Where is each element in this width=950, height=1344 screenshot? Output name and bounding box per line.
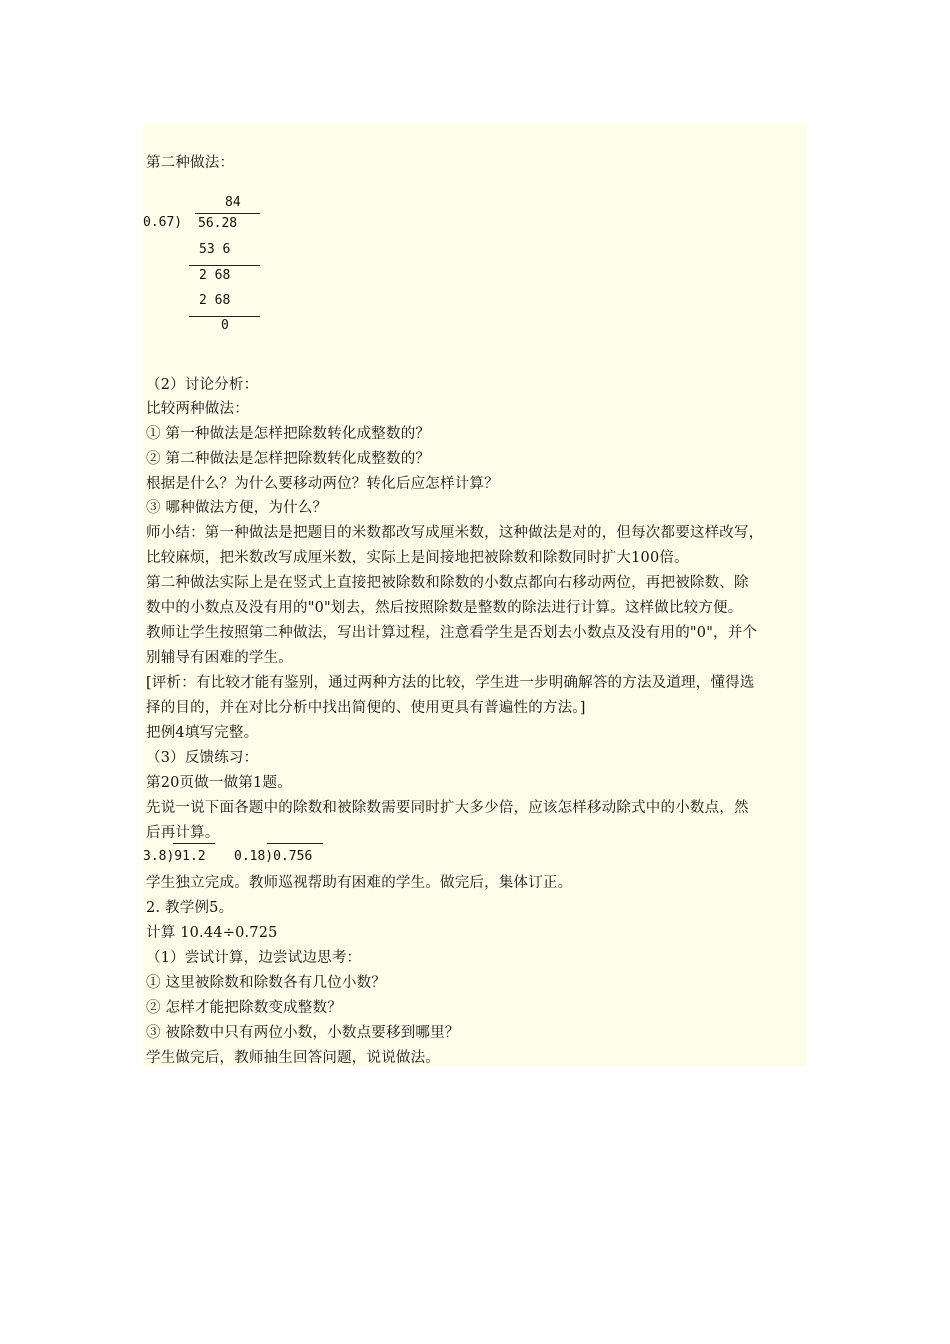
text-line: ① 第一种做法是怎样把除数转化成整数的？ [146,426,431,442]
text-line: 后再计算。 [146,825,220,841]
division-bar [195,213,260,214]
text-line: 学生独立完成。教师巡视帮助有困难的学生。做完后，集体订正。 [146,875,573,891]
text-line: 比较麻烦，把米数改写成厘米数，实际上是间接地把被除数和除数同时扩大100倍。 [146,550,689,566]
division-dividend: 56.28 [198,216,238,231]
exercise-1-bar [173,843,215,844]
text-line: （2）讨论分析： [146,377,259,393]
text-line: ② 怎样才能把除数变成整数？ [146,1000,342,1016]
exercise-2-bar [267,843,323,844]
division-divisor: 0.67) [143,215,183,230]
text-line: 第20页做一做第1题。 [146,775,292,791]
text-line: [评析：有比较才能有鉴别，通过两种方法的比较，学生进一步明确解答的方法及道理，懂得选 [146,675,755,691]
text-line: ③ 哪种做法方便，为什么？ [146,500,328,516]
text-line: 别辅导有困难的学生。 [146,650,293,666]
division-quotient: 84 [225,195,241,210]
text-line: ③ 被除数中只有两位小数，小数点要移到哪里？ [146,1025,460,1041]
text-line: 学生做完后，教师抽生回答问题，说说做法。 [146,1050,440,1066]
exercise-2: 0.18)0.756 [234,849,313,864]
text-line: 先说一说下面各题中的除数和被除数需要同时扩大多少倍，应该怎样移动除式中的小数点，然 [146,800,749,816]
text-line: 师小结：第一种做法是把题目的米数都改写成厘米数，这种做法是对的，但每次都要这样改写， [146,525,764,541]
exercise-1: 3.8)91.2 [143,849,206,864]
division-remainder-2: 0 [221,318,229,333]
text-line: （1）尝试计算，边尝试边思考： [146,950,362,966]
division-step-2: 2 68 [199,293,231,308]
text-line: 比较两种做法： [146,401,249,417]
text-line: 根据是什么？为什么要移动两位？转化后应怎样计算？ [146,476,499,492]
division-remainder-1: 2 68 [199,268,231,283]
text-line: ① 这里被除数和除数各有几位小数？ [146,975,387,991]
text-line: 2. 教学例5。 [146,900,234,916]
division-step-1: 53 6 [199,242,231,257]
text-line: （3）反馈练习： [146,750,259,766]
text-line: 数中的小数点及没有用的"0"划去，然后按照除数是整数的除法进行计算。这样做比较方便。 [146,600,743,616]
division-line-2 [189,316,260,317]
text-line: 计算 10.44÷0.725 [146,925,278,941]
text-line: 第二种做法实际上是在竖式上直接把被除数和除数的小数点都向右移动两位，再把被除数、除 [146,575,749,591]
text-line: 教师让学生按照第二种做法，写出计算过程，注意看学生是否划去小数点及没有用的"0"，并个 [146,625,758,641]
section-title: 第二种做法： [146,155,235,171]
text-line: 把例4填写完整。 [146,725,259,741]
division-line-1 [189,265,260,266]
text-line: 择的目的，并在对比分析中找出简便的、使用更具有普遍性的方法。] [146,700,586,716]
text-line: ② 第二种做法是怎样把除数转化成整数的？ [146,451,431,467]
